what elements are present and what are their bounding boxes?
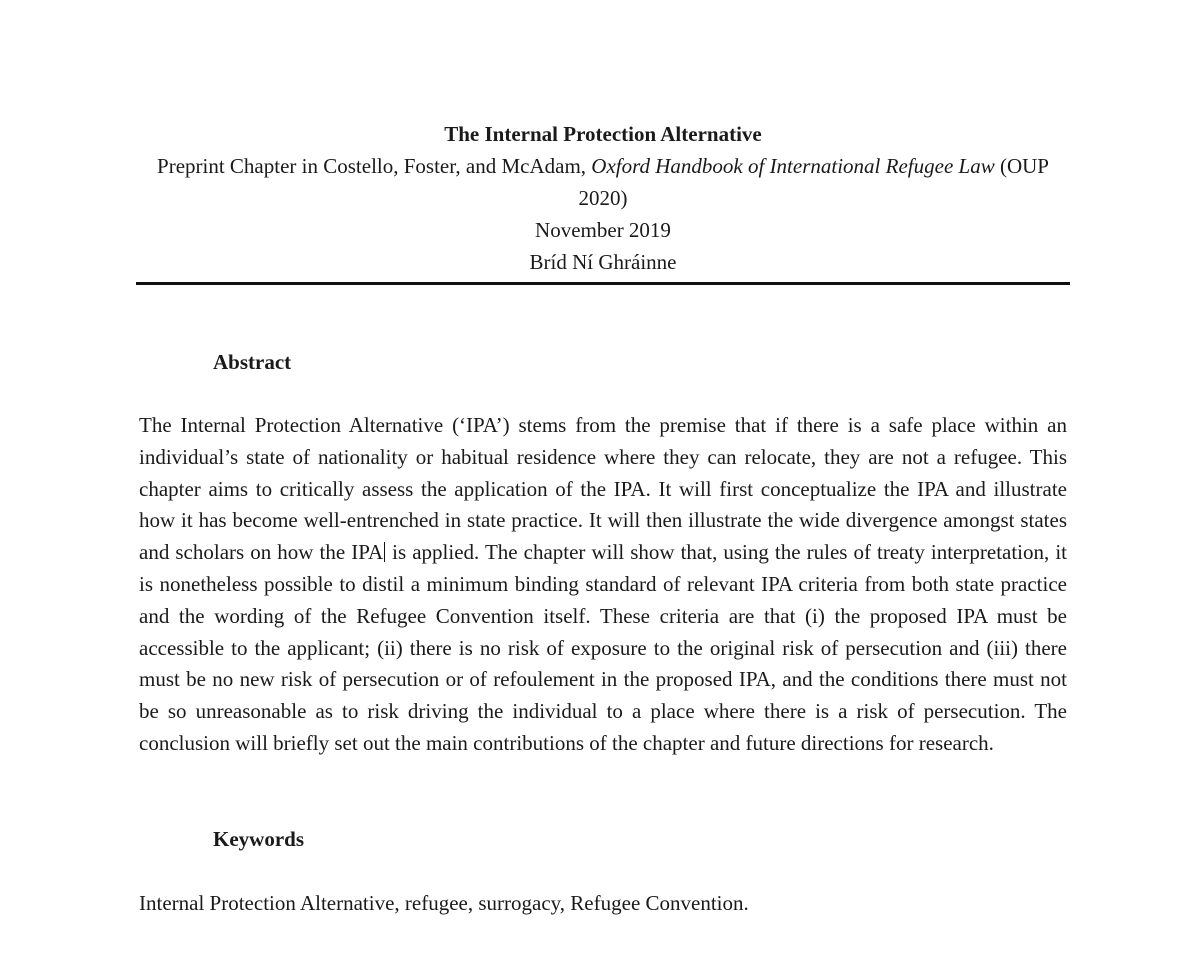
- document-header: [136, 118, 1070, 278]
- text-cursor: [384, 542, 385, 562]
- citation-line: [136, 150, 1070, 214]
- abstract-text[interactable]: [139, 410, 1067, 760]
- document-author: Bríd Ní Ghráinne: [529, 250, 677, 274]
- document-title: The Internal Protection Alternative: [444, 122, 762, 146]
- abstract-text-part-1: The Internal Protection Alternative (‘IPA’) stems from the premise that if there is a safe place within an individual’s state of nationality or habitual residence where they can relocate, they are not a refugee. This chapter aims to critically assess the application of the IPA. It will first conceptualize the IPA and illustrate how it has become well-entrenched in state practice. It will then illustrate the wide divergence amongst states and scholars on how the IPA: [139, 413, 1067, 565]
- document-date: November 2019: [535, 218, 671, 242]
- keywords-heading: Keywords: [213, 827, 304, 851]
- citation-book-title: Oxford Handbook of International Refugee Law: [591, 154, 995, 178]
- citation-prefix: Preprint Chapter in Costello, Foster, and McAdam,: [157, 154, 592, 178]
- abstract-heading: Abstract: [213, 350, 292, 374]
- header-divider: [136, 282, 1070, 285]
- abstract-text-part-2: is applied. The chapter will show that, using the rules of treaty interpretation, it is nonetheless possible to distil a minimum binding standard of relevant IPA criteria from both state practice and the wording of the Refugee Convention itself. These criteria are that (i) the proposed IPA must be accessible to the applicant; (ii) there is no risk of exposure to the original risk of persecution and (iii) there must be no new risk of persecution or of refoulement in the proposed IPA, and the conditions there must not be so unreasonable as to risk driving the individual to a place where there is a risk of persecution. The conclusion will briefly set out the main contributions of the chapter and future directions for research.: [139, 540, 1067, 755]
- keywords-text: Internal Protection Alternative, refugee, surrogacy, Refugee Convention.: [139, 891, 749, 915]
- citation-suffix: (OUP 2020): [578, 154, 1049, 210]
